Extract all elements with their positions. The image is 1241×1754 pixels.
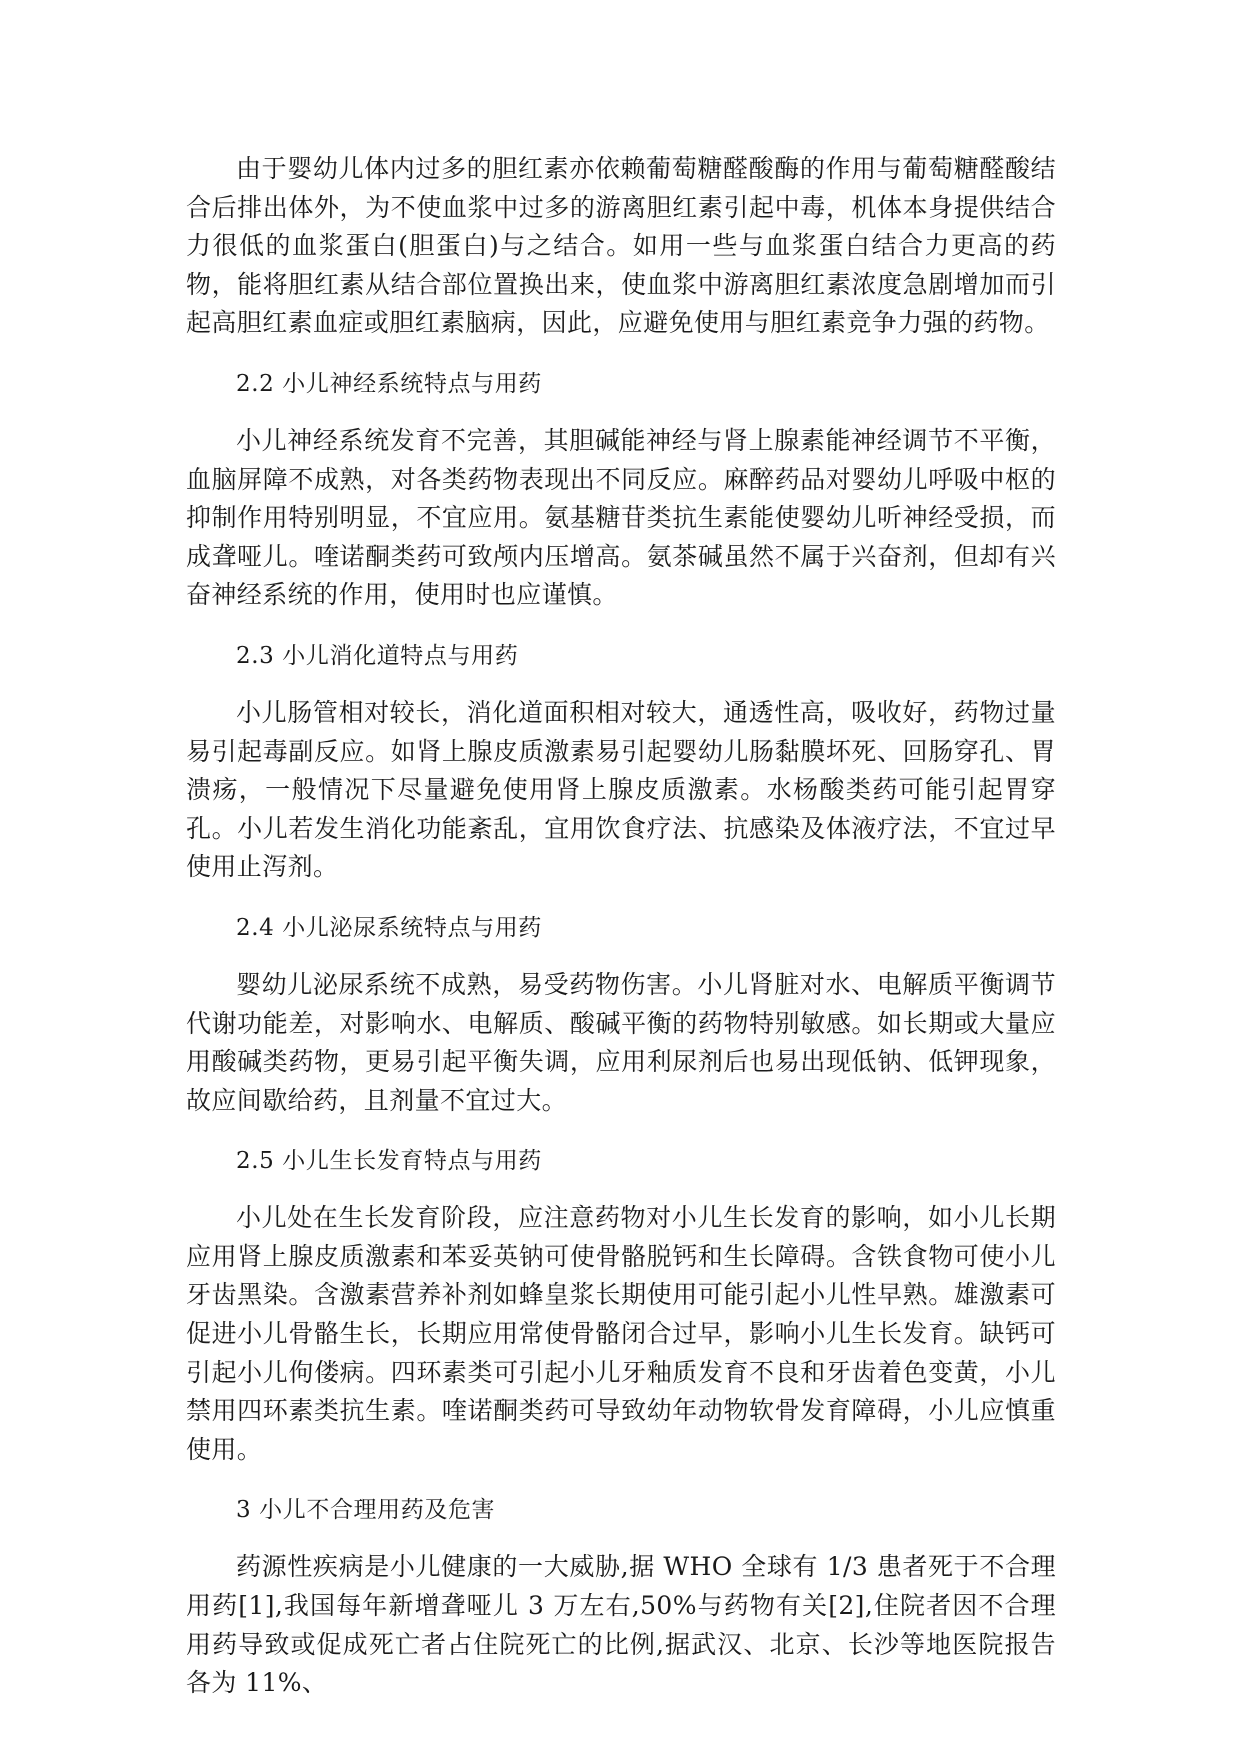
- section-heading-2-4: 2.4 小儿泌尿系统特点与用药: [236, 914, 542, 941]
- paragraph-irrational-use: 药源性疾病是小儿健康的一大威胁,据 WHO 全球有 1/3 患者死于不合理用药[1],我国每年新增聋哑儿 3 万左右,50%与药物有关[2],住院者因不合理用药导致或促成死亡者占住院死亡的比例,据武汉、北京、长沙等地医院报告各为 11%、: [186, 1552, 1056, 1698]
- paragraph-growth: 小儿处在生长发育阶段，应注意药物对小儿生长发育的影响，如小儿长期应用肾上腺皮质激素和苯妥英钠可使骨骼脱钙和生长障碍。含铁食物可使小儿牙齿黑染。含激素营养补剂如蜂皇浆长期使用可能引起小儿性早熟。雄激素可促进小儿骨骼生长，长期应用常使骨骼闭合过早，影响小儿生长发育。缺钙可引起小儿佝偻病。四环素类可引起小儿牙釉质发育不良和牙齿着色变黄，小儿禁用四环素类抗生素。喹诺酮类药可导致幼年动物软骨发育障碍，小儿应慎重使用。: [186, 1203, 1056, 1464]
- paragraph-bilirubin: 由于婴幼儿体内过多的胆红素亦依赖葡萄糖醛酸酶的作用与葡萄糖醛酸结合后排出体外，为不使血浆中过多的游离胆红素引起中毒，机体本身提供结合力很低的血浆蛋白(胆蛋白)与之结合。如用一些与血浆蛋白结合力更高的药物，能将胆红素从结合部位置换出来，使血浆中游离胆红素浓度急剧增加而引起高胆红素血症或胆红素脑病，因此，应避免使用与胆红素竞争力强的药物。: [186, 154, 1056, 338]
- section-heading-2-5: 2.5 小儿生长发育特点与用药: [236, 1148, 542, 1175]
- section-heading-2-3: 2.3 小儿消化道特点与用药: [236, 642, 519, 669]
- section-heading-2-2: 2.2 小儿神经系统特点与用药: [236, 370, 542, 397]
- section-heading-3: 3 小儿不合理用药及危害: [236, 1497, 496, 1524]
- document-page: [186, 150, 1056, 1703]
- paragraph-nervous-system: 小儿神经系统发育不完善，其胆碱能神经与肾上腺素能神经调节不平衡，血脑屏障不成熟，对各类药物表现出不同反应。麻醉药品对婴幼儿呼吸中枢的抑制作用特别明显，不宜应用。氨基糖苷类抗生素能使婴幼儿听神经受损，而成聋哑儿。喹诺酮类药可致颅内压增高。氨茶碱虽然不属于兴奋剂，但却有兴奋神经系统的作用，使用时也应谨慎。: [186, 425, 1056, 610]
- paragraph-digestive: 小儿肠管相对较长，消化道面积相对较大，通透性高，吸收好，药物过量易引起毒副反应。如肾上腺皮质激素易引起婴幼儿肠黏膜坏死、回肠穿孔、胃溃疡，一般情况下尽量避免使用肾上腺皮质激素。水杨酸类药可能引起胃穿孔。小儿若发生消化功能紊乱，宜用饮食疗法、抗感染及体液疗法，不宜过早使用止泻剂。: [186, 697, 1056, 882]
- paragraph-urinary: 婴幼儿泌尿系统不成熟，易受药物伤害。小儿肾脏对水、电解质平衡调节代谢功能差，对影响水、电解质、酸碱平衡的药物特别敏感。如长期或大量应用酸碱类药物，更易引起平衡失调，应用利尿剂后也易出现低钠、低钾现象，故应间歇给药，且剂量不宜过大。: [186, 969, 1056, 1115]
